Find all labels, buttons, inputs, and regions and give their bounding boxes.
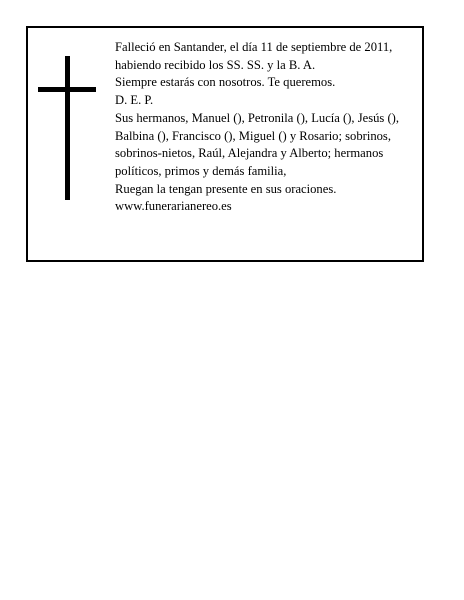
rip-line: D. E. P. [115,93,154,108]
family-line: Sus hermanos, Manuel (), Petronila (), Lucía (), Jesús (), Balbina (), Francisco (), Miguel () y Rosario; sobrinos, sobrinos-nietos, Raúl, Alejandra y Alberto; hermanos políticos, primos y demás familia, [115,110,399,178]
cross-vertical-bar [65,56,70,200]
sacraments-line: habiendo recibido los SS. SS. y la B. A. [115,57,316,72]
obituary-notice [26,26,424,262]
cross-horizontal-bar [38,87,96,92]
death-line: Falleció en Santander, el día 11 de septiembre de 2011, [115,40,393,54]
notice-text [115,39,420,216]
farewell-line: Siempre estarás con nosotros. Te queremos. [115,75,336,90]
prayer-line: Ruegan la tengan presente en sus oraciones. [115,181,337,196]
latin-cross-icon [38,56,96,200]
website-line: www.funerarianereo.es [115,199,232,214]
